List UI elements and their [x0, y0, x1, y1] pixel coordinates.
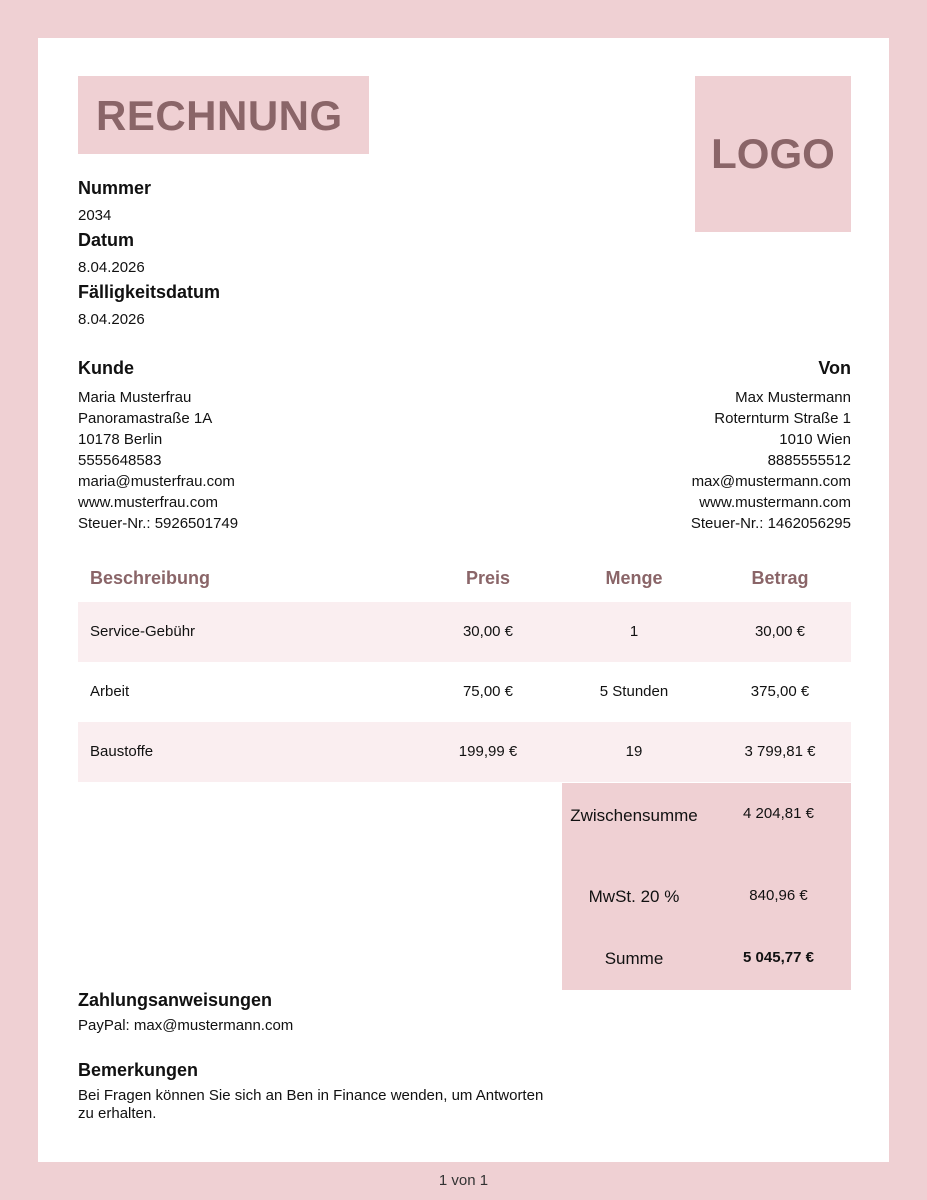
payment-text: PayPal: max@mustermann.com [78, 1017, 294, 1034]
notes-label: Bemerkungen [78, 1060, 199, 1080]
row-amount: 3 799,81 € [744, 743, 816, 760]
number-label: Nummer [78, 178, 152, 198]
total-row [562, 921, 851, 990]
invoice-date: 8.04.2026 [78, 259, 145, 276]
header-quantity: Menge [605, 568, 663, 588]
sender-name: Max Mustermann [735, 389, 851, 406]
tax-row [562, 852, 851, 921]
customer-city: 10178 Berlin [78, 431, 163, 448]
header-price: Preis [465, 568, 511, 588]
customer-block [78, 358, 238, 534]
customer-website: www.musterfrau.com [78, 494, 219, 511]
customer-street: Panoramastraße 1A [78, 410, 213, 427]
subtotal-value: 4 204,81 € [743, 805, 814, 822]
row-description: Service-Gebühr [90, 623, 196, 640]
row-price: 199,99 € [458, 743, 518, 760]
invoice-number: 2034 [78, 207, 112, 224]
row-quantity: 1 [629, 623, 639, 640]
row-quantity: 5 Stunden [599, 683, 669, 700]
invoice-due-date: 8.04.2026 [78, 311, 145, 328]
tax-label: MwSt. 20 % [588, 887, 680, 906]
date-label: Datum [78, 230, 135, 250]
sender-tax-number: Steuer-Nr.: 1462056295 [690, 515, 851, 532]
row-amount: 30,00 € [754, 623, 806, 640]
tax-value: 840,96 € [749, 887, 808, 904]
header-amount: Betrag [751, 568, 809, 588]
customer-tax-number: Steuer-Nr.: 5926501749 [78, 515, 239, 532]
payment-label: Zahlungsanweisungen [78, 990, 273, 1010]
logo-text: LOGO [711, 130, 835, 177]
due-date-label: Fälligkeitsdatum [78, 282, 221, 302]
notes-text: Bei Fragen können Sie sich an Ben in Finance wenden, um Antworten zu erhalten. [78, 1087, 544, 1122]
totals-box [562, 783, 851, 990]
line-items-table [78, 562, 851, 782]
row-price: 30,00 € [462, 623, 514, 640]
customer-phone: 5555648583 [78, 452, 162, 469]
table-header [78, 562, 851, 602]
subtotal-label: Zwischensumme [570, 806, 698, 825]
sender-email: max@mustermann.com [691, 473, 851, 490]
sender-label: Von [818, 358, 851, 378]
row-description: Arbeit [90, 683, 130, 700]
row-description: Baustoffe [90, 743, 154, 760]
customer-name: Maria Musterfrau [78, 389, 192, 406]
row-quantity: 19 [625, 743, 643, 760]
customer-email: maria@musterfrau.com [78, 473, 235, 490]
invoice-title: RECHNUNG [96, 92, 343, 139]
sender-city: 1010 Wien [779, 431, 851, 448]
sender-phone: 8885555512 [767, 452, 851, 469]
notes-section [78, 1060, 548, 1123]
total-value: 5 045,77 € [743, 949, 814, 966]
row-amount: 375,00 € [750, 683, 810, 700]
logo-placeholder [695, 76, 851, 232]
customer-label: Kunde [78, 358, 134, 378]
page-number: 1 von 1 [438, 1172, 489, 1189]
row-price: 75,00 € [462, 683, 514, 700]
invoice-title-box [78, 76, 369, 154]
sender-block [691, 358, 851, 534]
sender-website: www.mustermann.com [699, 494, 851, 511]
payment-section [78, 990, 548, 1035]
table-row [78, 722, 851, 782]
total-label: Summe [604, 949, 664, 968]
table-row [78, 602, 851, 662]
table-row [78, 662, 851, 722]
sender-street: Roternturm Straße 1 [714, 410, 851, 427]
subtotal-row [562, 783, 851, 852]
header-description: Beschreibung [90, 568, 211, 588]
invoice-page [38, 38, 889, 1162]
